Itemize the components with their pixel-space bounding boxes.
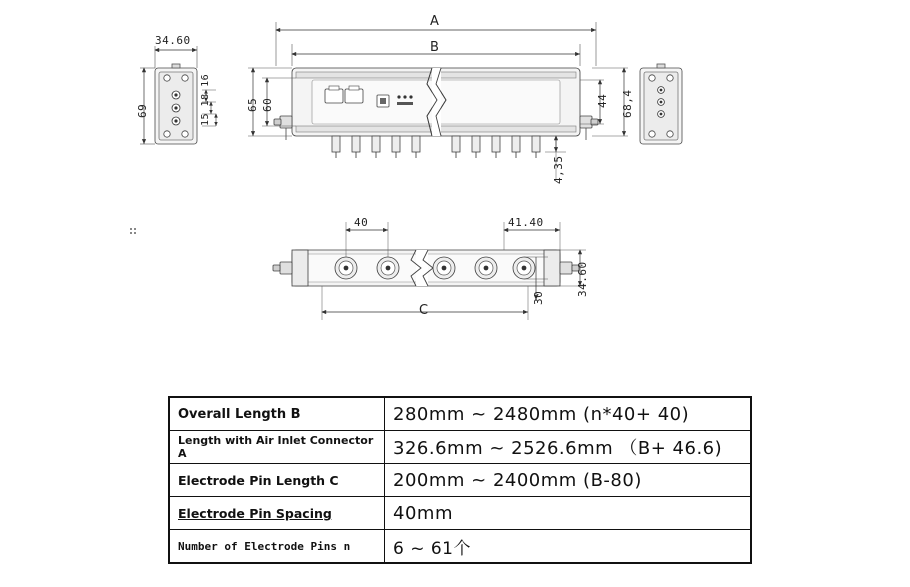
spec-label: Number of Electrode Pins n xyxy=(169,530,385,564)
dim-front-68-4: 68,4 xyxy=(621,89,634,118)
table-row xyxy=(169,431,751,464)
dim-top-length-c: C xyxy=(419,303,429,318)
dim-left-width: 34.60 xyxy=(155,34,191,47)
spec-label: Electrode Pin Length C xyxy=(169,464,385,497)
spec-label: Overall Length B xyxy=(169,397,385,431)
table-row xyxy=(169,464,751,497)
right-end-view xyxy=(640,64,682,144)
dim-front-4-35: 4,35 xyxy=(552,155,565,184)
dim-top-30: 30 xyxy=(532,290,545,305)
spec-value: 200mm ~ 2400mm (B-80) xyxy=(385,464,752,497)
spec-table xyxy=(168,396,752,564)
dim-front-65: 65 xyxy=(246,97,259,112)
spec-label: Electrode Pin Spacing xyxy=(169,497,385,530)
dim-front-60: 60 xyxy=(261,97,274,112)
spec-value: 6 ~ 61个 xyxy=(385,530,752,564)
spec-label: Length with Air Inlet Connector A xyxy=(169,431,385,464)
spec-value: 40mm xyxy=(385,497,752,530)
spec-value: 280mm ~ 2480mm (n*40+ 40) xyxy=(385,397,752,431)
spec-value: 326.6mm ~ 2526.6mm （B+ 46.6) xyxy=(385,431,752,464)
dim-left-stack: 15 18 16 xyxy=(200,73,211,126)
dim-top-end-offset: 41.40 xyxy=(508,216,544,229)
top-view xyxy=(273,222,586,320)
dim-top-pin-spacing: 40 xyxy=(354,216,369,229)
dim-overall-b: B xyxy=(430,40,440,55)
table-row xyxy=(169,530,751,564)
table-row xyxy=(169,397,751,431)
section-marker xyxy=(130,228,136,234)
dim-left-height: 69 xyxy=(136,103,149,118)
dim-overall-a: A xyxy=(430,14,440,29)
dim-front-44: 44 xyxy=(596,93,609,108)
table-row xyxy=(169,497,751,530)
dim-top-34-60: 34.60 xyxy=(576,261,589,297)
